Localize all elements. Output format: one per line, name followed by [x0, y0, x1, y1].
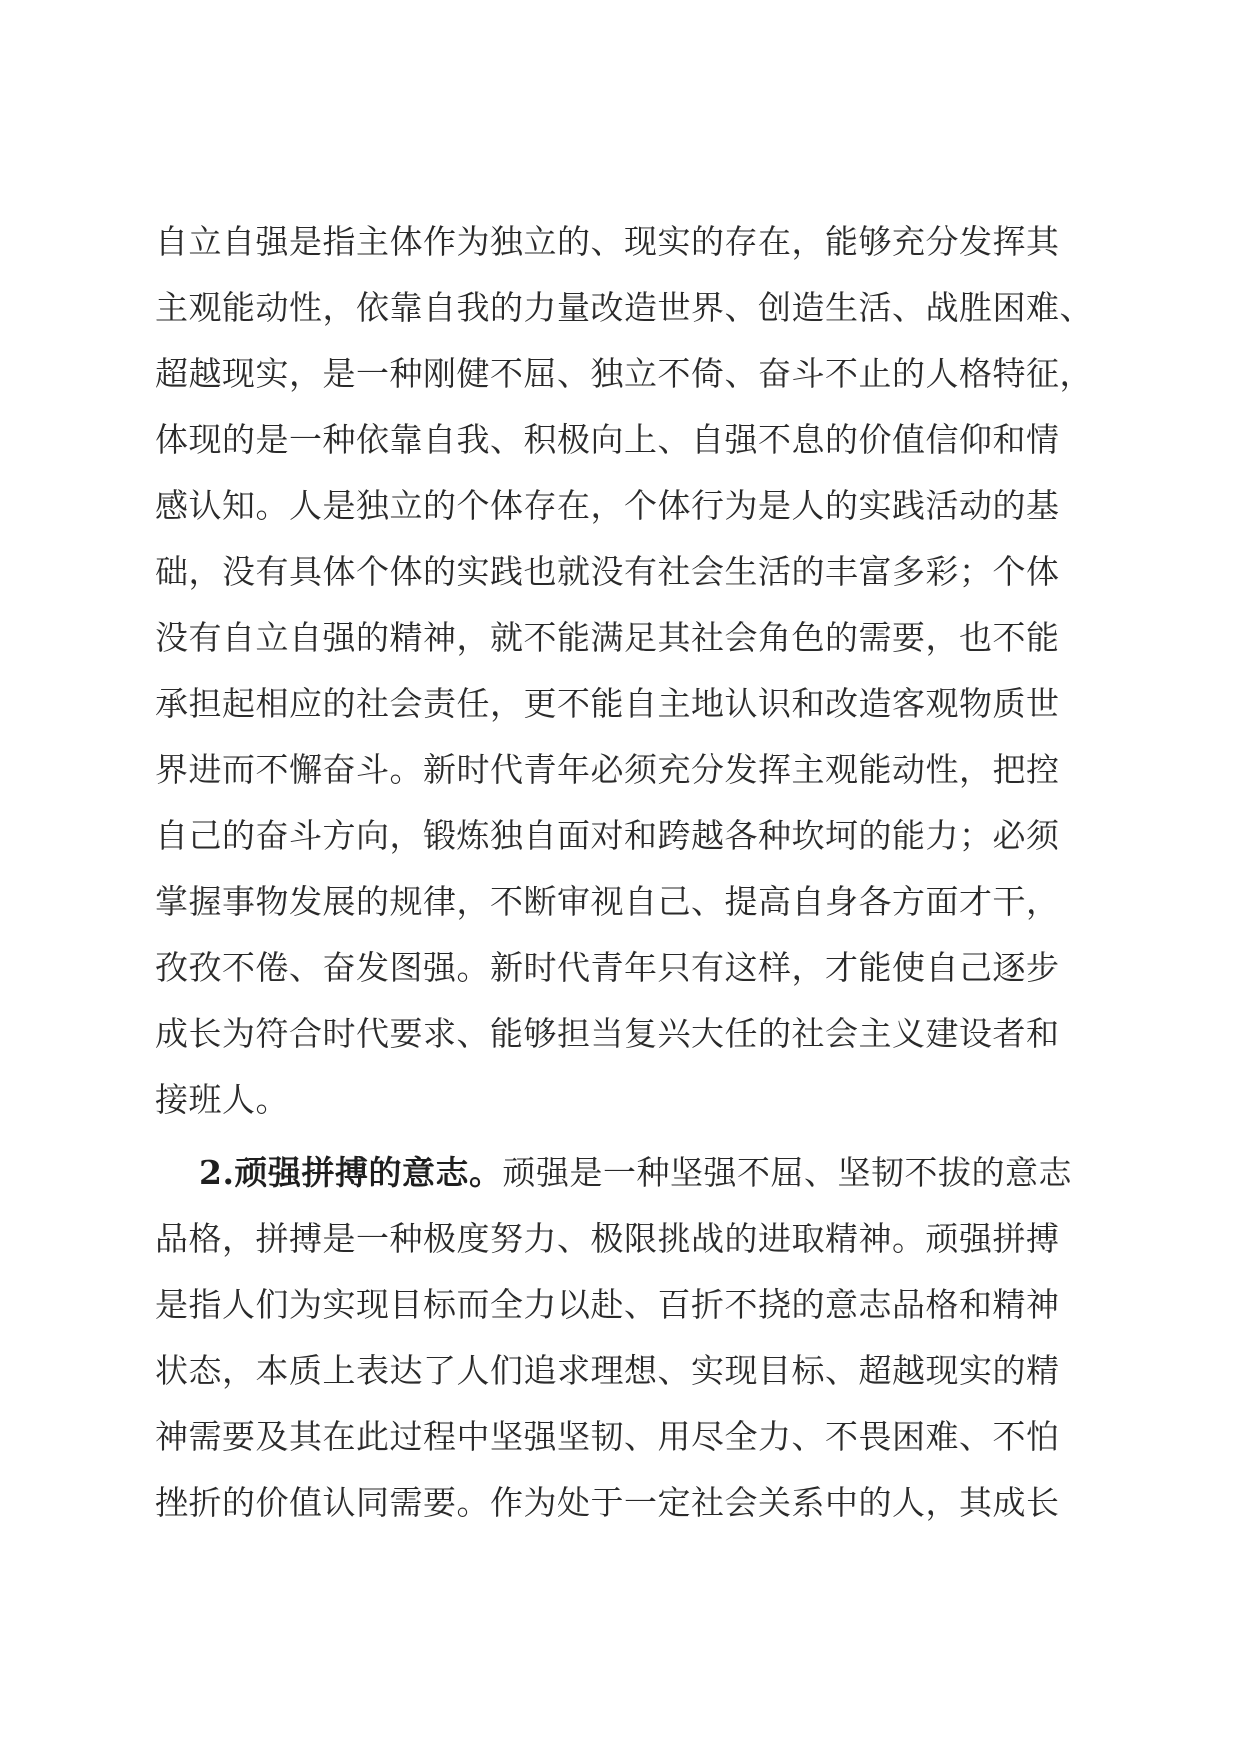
- text-line: 是指人们为实现目标而全力以赴、百折不挠的意志品格和精神: [155, 1285, 1060, 1324]
- text-line: 没有自立自强的精神，就不能满足其社会角色的需要，也不能: [155, 618, 1060, 657]
- text-line: 承担起相应的社会责任，更不能自主地认识和改造客观物质世: [155, 684, 1060, 723]
- text-line: 主观能动性，依靠自我的力量改造世界、创造生活、战胜困难、: [155, 288, 1093, 327]
- text-line: 超越现实，是一种刚健不屈、独立不倚、奋斗不止的人格特征，: [155, 354, 1093, 393]
- text-line: 状态，本质上表达了人们追求理想、实现目标、超越现实的精: [155, 1351, 1060, 1390]
- text-line: 自立自强是指主体作为独立的、现实的存在，能够充分发挥其: [155, 222, 1060, 261]
- text-line: 感认知。人是独立的个体存在，个体行为是人的实践活动的基: [155, 486, 1060, 525]
- text-line: 掌握事物发展的规律，不断审视自己、提高自身各方面才干，: [155, 882, 1060, 921]
- text-line: 挫折的价值认同需要。作为处于一定社会关系中的人，其成长: [155, 1483, 1060, 1522]
- text-run: 顽强是一种坚强不屈、坚韧不拔的意志: [502, 1153, 1072, 1192]
- text-line: 孜孜不倦、奋发图强。新时代青年只有这样，才能使自己逐步: [155, 948, 1060, 987]
- text-line: 品格，拼搏是一种极度努力、极限挑战的进取精神。顽强拼搏: [155, 1219, 1060, 1258]
- paragraph-first-line: [155, 1153, 1095, 1219]
- paragraph-tenacious-will: [155, 1153, 1095, 1549]
- text-line: 自己的奋斗方向，锻炼独自面对和跨越各种坎坷的能力；必须: [155, 816, 1060, 855]
- paragraph-self-reliance: [155, 222, 1095, 1146]
- text-line: 神需要及其在此过程中坚强坚韧、用尽全力、不畏困难、不怕: [155, 1417, 1060, 1456]
- text-line: 接班人。: [155, 1080, 289, 1119]
- text-line: 体现的是一种依靠自我、积极向上、自强不息的价值信仰和情: [155, 420, 1060, 459]
- text-line: 界进而不懈奋斗。新时代青年必须充分发挥主观能动性，把控: [155, 750, 1060, 789]
- text-line: 础，没有具体个体的实践也就没有社会生活的丰富多彩；个体: [155, 552, 1060, 591]
- section-heading: 2.顽强拼搏的意志。: [199, 1153, 503, 1192]
- text-line: 成长为符合时代要求、能够担当复兴大任的社会主义建设者和: [155, 1014, 1060, 1053]
